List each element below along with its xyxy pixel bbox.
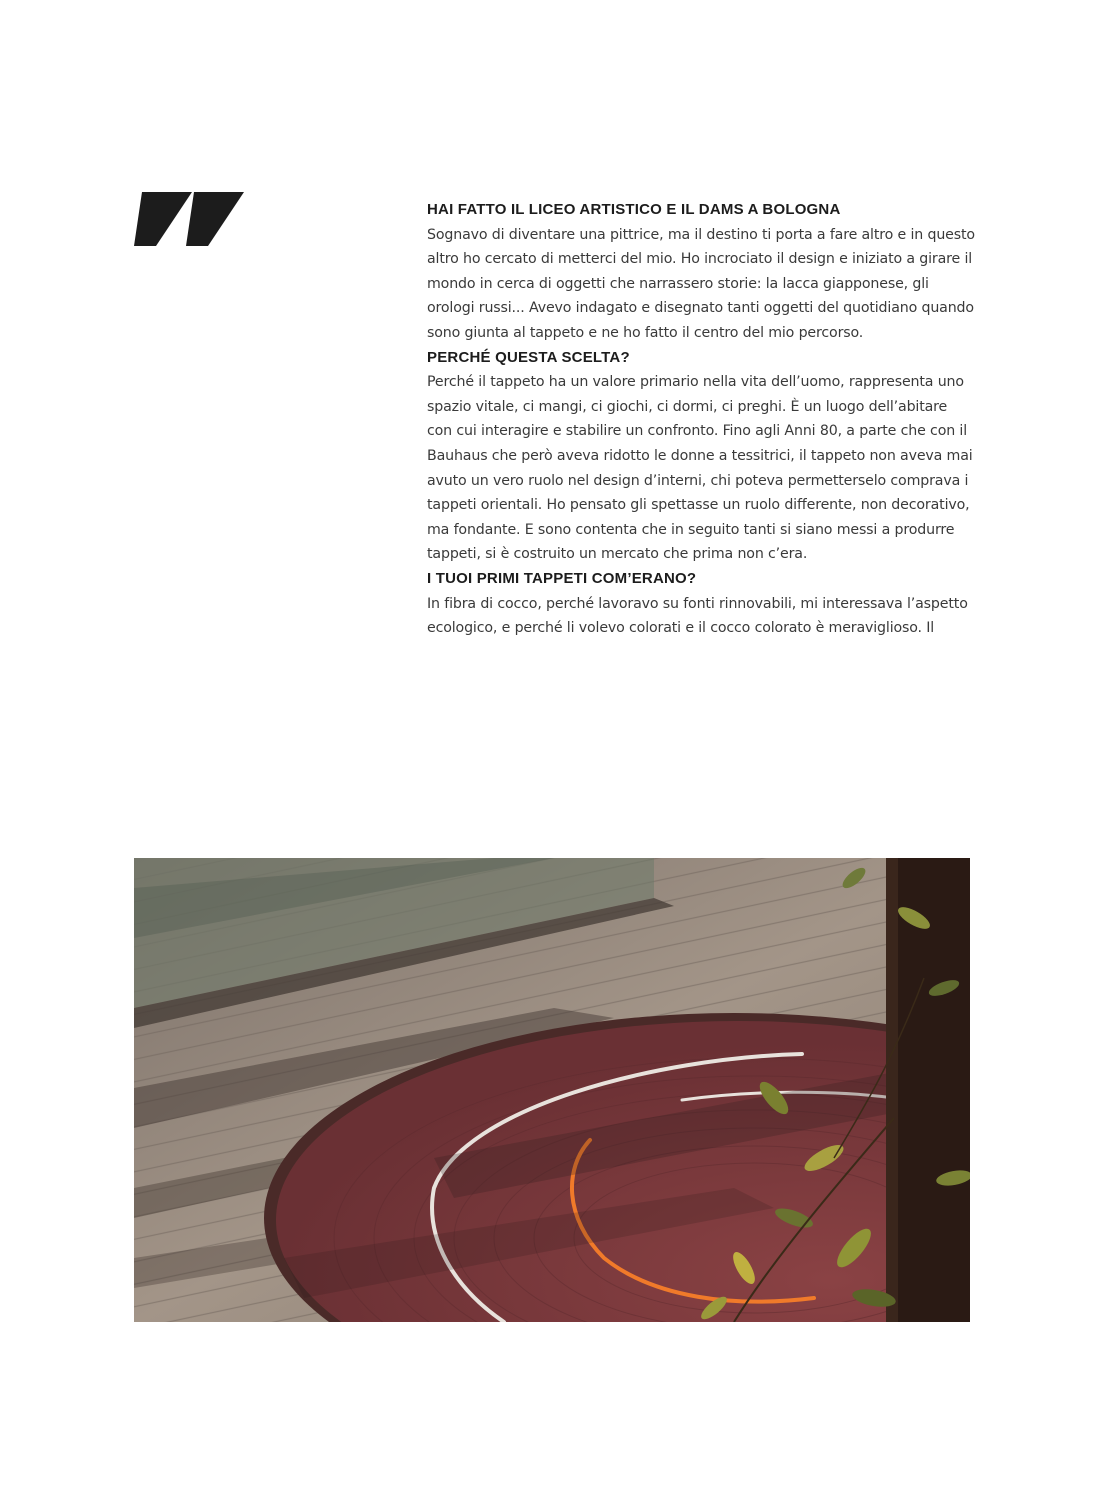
interview-article [427,198,975,641]
answer-paragraph: Sognavo di diventare una pittrice, ma il destino ti porta a fare altro e in questo altro ho cercato di metterci del mio. Ho incrociato il design e iniziato a girare il mondo in cerca di oggetti che narrassero storie: la lacca giapponese, gli orologi russi... Avevo indagato e disegnato tanti oggetti del quotidiano quando sono giunta al tappeto e ne ho fatto il centro del mio percorso. [427,226,975,341]
question-heading: HAI FATTO IL LICEO ARTISTICO E IL DAMS A BOLOGNA [427,201,841,218]
rug-photo [134,858,970,1322]
double-quote-icon [134,192,244,250]
question-heading: I TUOI PRIMI TAPPETI COM’ERANO? [427,569,697,587]
answer-paragraph: Perché il tappeto ha un valore primario nella vita dell’uomo, rappresenta uno spazio vitale, ci mangi, ci giochi, ci dormi, ci preghi. È un luogo dell’abitare con cui interagire e stabilire un confronto. Fino agli Anni 80, a parte che con il Bauhaus che però aveva ridotto le donne a tessitrici, il tappeto non aveva mai avuto un vero ruolo nel design d’interni, chi poteva permetterselo comprava i tappeti orientali. Ho pensato gli spettasse un ruolo differente, non decorativo, ma fondante. E sono contenta che in seguito tanti si siano messi a produrre tappeti, si è costruito un mercato che prima non c’era. [427,374,973,563]
question-heading: PERCHÉ QUESTA SCELTA? [427,348,630,366]
answer-paragraph: In fibra di cocco, perché lavoravo su fonti rinnovabili, mi interessava l’aspetto ecologico, e perché li volevo colorati e il cocco colorato è meraviglioso. Il [427,595,968,637]
